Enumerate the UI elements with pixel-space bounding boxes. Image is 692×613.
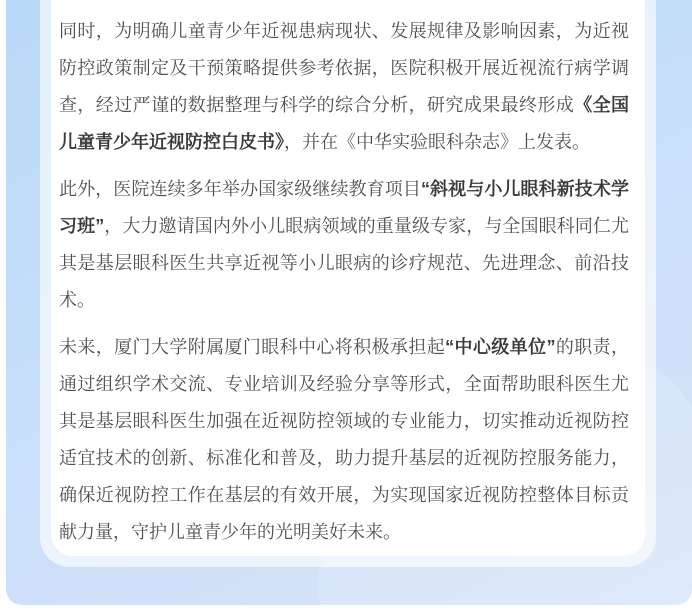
paragraph	[59, 171, 629, 319]
body-text: 此外，医院连续多年举办国家级继续教育项目	[59, 179, 421, 199]
paragraph	[59, 13, 629, 161]
content-card	[51, 0, 645, 556]
body-text: ，大力邀请国内外小儿眼病领域的重量级专家，与全国眼科同仁尤其是基层眼科医生共享近视等小儿眼病的诊疗规范、先进理念、前沿技术。	[59, 216, 630, 310]
highlighted-text: 《全国儿童青少年近视防控白皮书》	[59, 95, 630, 152]
highlighted-text: “斜视与小儿眼科新技术学习班”	[59, 179, 630, 236]
section-background	[6, 0, 692, 605]
article-body	[59, 13, 629, 551]
body-text: 同时，为明确儿童青少年近视患病现状、发展规律及影响因素，为近视防控政策制定及干预策略提供参考依据，医院积极开展近视流行病学调查，经过严谨的数据整理与科学的综合分析，研究成果最终形成	[59, 21, 629, 115]
paragraph	[59, 329, 629, 551]
highlighted-text: “中心级单位”	[445, 337, 556, 357]
content-card-halo	[40, 0, 656, 567]
body-text: ，并在《中华实验眼科杂志》上发表。	[284, 132, 590, 152]
body-text: 未来，厦门大学附属厦门眼科中心将积极承担起	[59, 337, 446, 357]
body-text: 的职责，通过组织学术交流、专业培训及经验分享等形式，全面帮助眼科医生尤其是基层眼科医生加强在近视防控领域的专业能力，切实推动近视防控适宜技术的创新、标准化和普及，助力提升基层的近视防控服务能力，确保近视防控工作在基层的有效开展，为实现国家近视防控整体目标贡献力量，守护儿童青少年的光明美好未来。	[59, 337, 630, 542]
